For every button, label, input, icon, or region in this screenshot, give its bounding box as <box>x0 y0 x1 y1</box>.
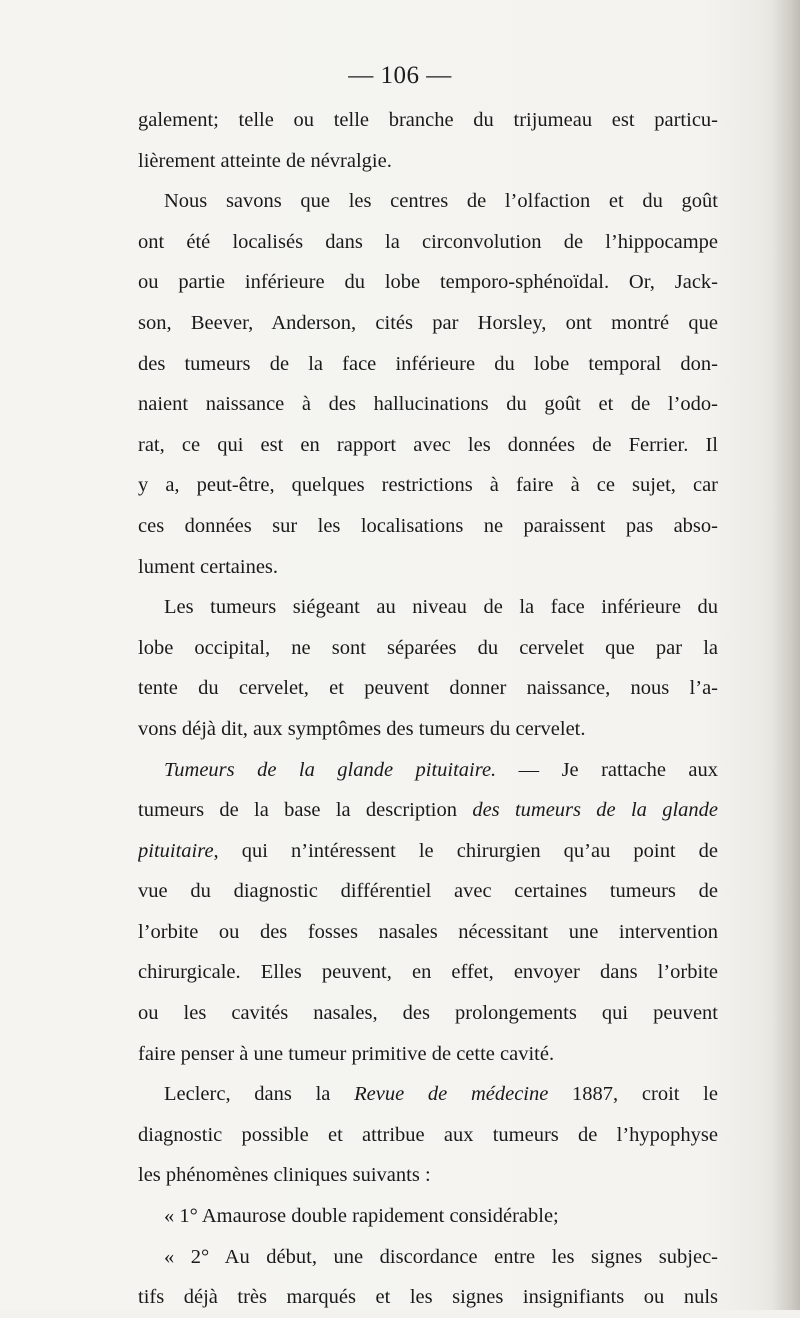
italic-text: Tumeurs de la glande pituitaire. <box>164 758 497 781</box>
text-segment: rat, ce qui est en rapport avec les données de Ferrier. Il <box>138 433 718 456</box>
text-line <box>138 262 718 303</box>
text-segment: Nous savons que les centres de l’olfaction et du goût <box>164 190 718 213</box>
text-line <box>138 425 718 466</box>
text-line <box>138 465 718 506</box>
text-segment: des tumeurs de la face inférieure du lobe temporal don- <box>138 352 718 375</box>
text-segment: — Je rattache aux <box>496 758 718 781</box>
text-segment: « 1° Amaurose double rapidement considérable; <box>164 1205 559 1228</box>
text-line <box>138 506 718 547</box>
text-line <box>138 1074 718 1115</box>
text-segment: 1887, croit le <box>548 1083 718 1106</box>
text-segment: Les tumeurs siégeant au niveau de la face inférieure du <box>164 596 718 619</box>
text-segment: tente du cervelet, et peuvent donner naissance, nous l’a- <box>138 677 718 700</box>
text-segment: tumeurs de la base la description <box>138 799 473 822</box>
text-segment: diagnostic possible et attribue aux tumeurs de l’hypophyse <box>138 1123 718 1146</box>
page-edge-shadow <box>772 0 800 1310</box>
text-line <box>138 181 718 222</box>
text-line <box>138 1237 718 1278</box>
text-segment: ont été localisés dans la circonvolution de l’hippocampe <box>138 230 718 253</box>
text-line <box>138 222 718 263</box>
text-segment: Leclerc, dans la <box>164 1083 355 1106</box>
italic-text: des tumeurs de la glande <box>472 799 718 822</box>
text-line <box>138 790 718 831</box>
text-segment: l’orbite ou des fosses nasales nécessitant une intervention <box>138 920 718 943</box>
text-segment: lobe occipital, ne sont séparées du cervelet que par la <box>138 636 718 659</box>
text-line <box>138 303 718 344</box>
text-line <box>138 141 718 182</box>
text-line <box>138 871 718 912</box>
text-segment: chirurgicale. Elles peuvent, en effet, envoyer dans l’orbite <box>138 961 718 984</box>
text-line <box>138 344 718 385</box>
text-line <box>138 100 718 141</box>
text-line <box>138 1034 718 1075</box>
text-segment: ces données sur les localisations ne paraissent pas abso- <box>138 514 718 537</box>
text-line <box>138 912 718 953</box>
text-segment: tifs déjà très marqués et les signes insignifiants ou nuls <box>138 1286 718 1309</box>
text-segment: lièrement atteinte de névralgie. <box>138 149 392 172</box>
text-line <box>138 1277 718 1318</box>
text-line <box>138 1115 718 1156</box>
text-line <box>138 831 718 872</box>
text-line <box>138 668 718 709</box>
text-line <box>138 952 718 993</box>
text-segment: son, Beever, Anderson, cités par Horsley, ont montré que <box>138 311 718 334</box>
text-segment: vons déjà dit, aux symptômes des tumeurs du cervelet. <box>138 717 586 740</box>
italic-text: Revue de médecine <box>354 1083 549 1106</box>
text-segment: les phénomènes cliniques suivants : <box>138 1164 431 1187</box>
text-line <box>138 1155 718 1196</box>
italic-text: pituitaire <box>138 839 214 862</box>
text-segment: ou partie inférieure du lobe temporo-sphénoïdal. Or, Jack- <box>138 271 718 294</box>
text-line <box>138 1196 718 1237</box>
text-segment: faire penser à une tumeur primitive de cette cavité. <box>138 1042 555 1065</box>
text-segment: vue du diagnostic différentiel avec certaines tumeurs de <box>138 880 718 903</box>
body-text <box>138 100 718 1318</box>
text-segment: , qui n’intéressent le chirurgien qu’au point de <box>213 839 718 862</box>
page-number: — 106 — <box>348 62 452 89</box>
text-line <box>138 587 718 628</box>
text-line <box>138 384 718 425</box>
text-segment: « 2° Au début, une discordance entre les signes subjec- <box>164 1245 718 1268</box>
text-line <box>138 709 718 750</box>
text-segment: lument certaines. <box>138 555 279 578</box>
text-segment: ou les cavités nasales, des prolongements qui peuvent <box>138 1002 718 1025</box>
text-line <box>138 750 718 791</box>
text-line <box>138 547 718 588</box>
text-line <box>138 628 718 669</box>
text-segment: y a, peut-être, quelques restrictions à faire à ce sujet, car <box>138 474 718 497</box>
text-line <box>138 993 718 1034</box>
text-segment: naient naissance à des hallucinations du goût et de l’odo- <box>138 393 718 416</box>
text-segment: galement; telle ou telle branche du trijumeau est particu- <box>138 109 718 131</box>
